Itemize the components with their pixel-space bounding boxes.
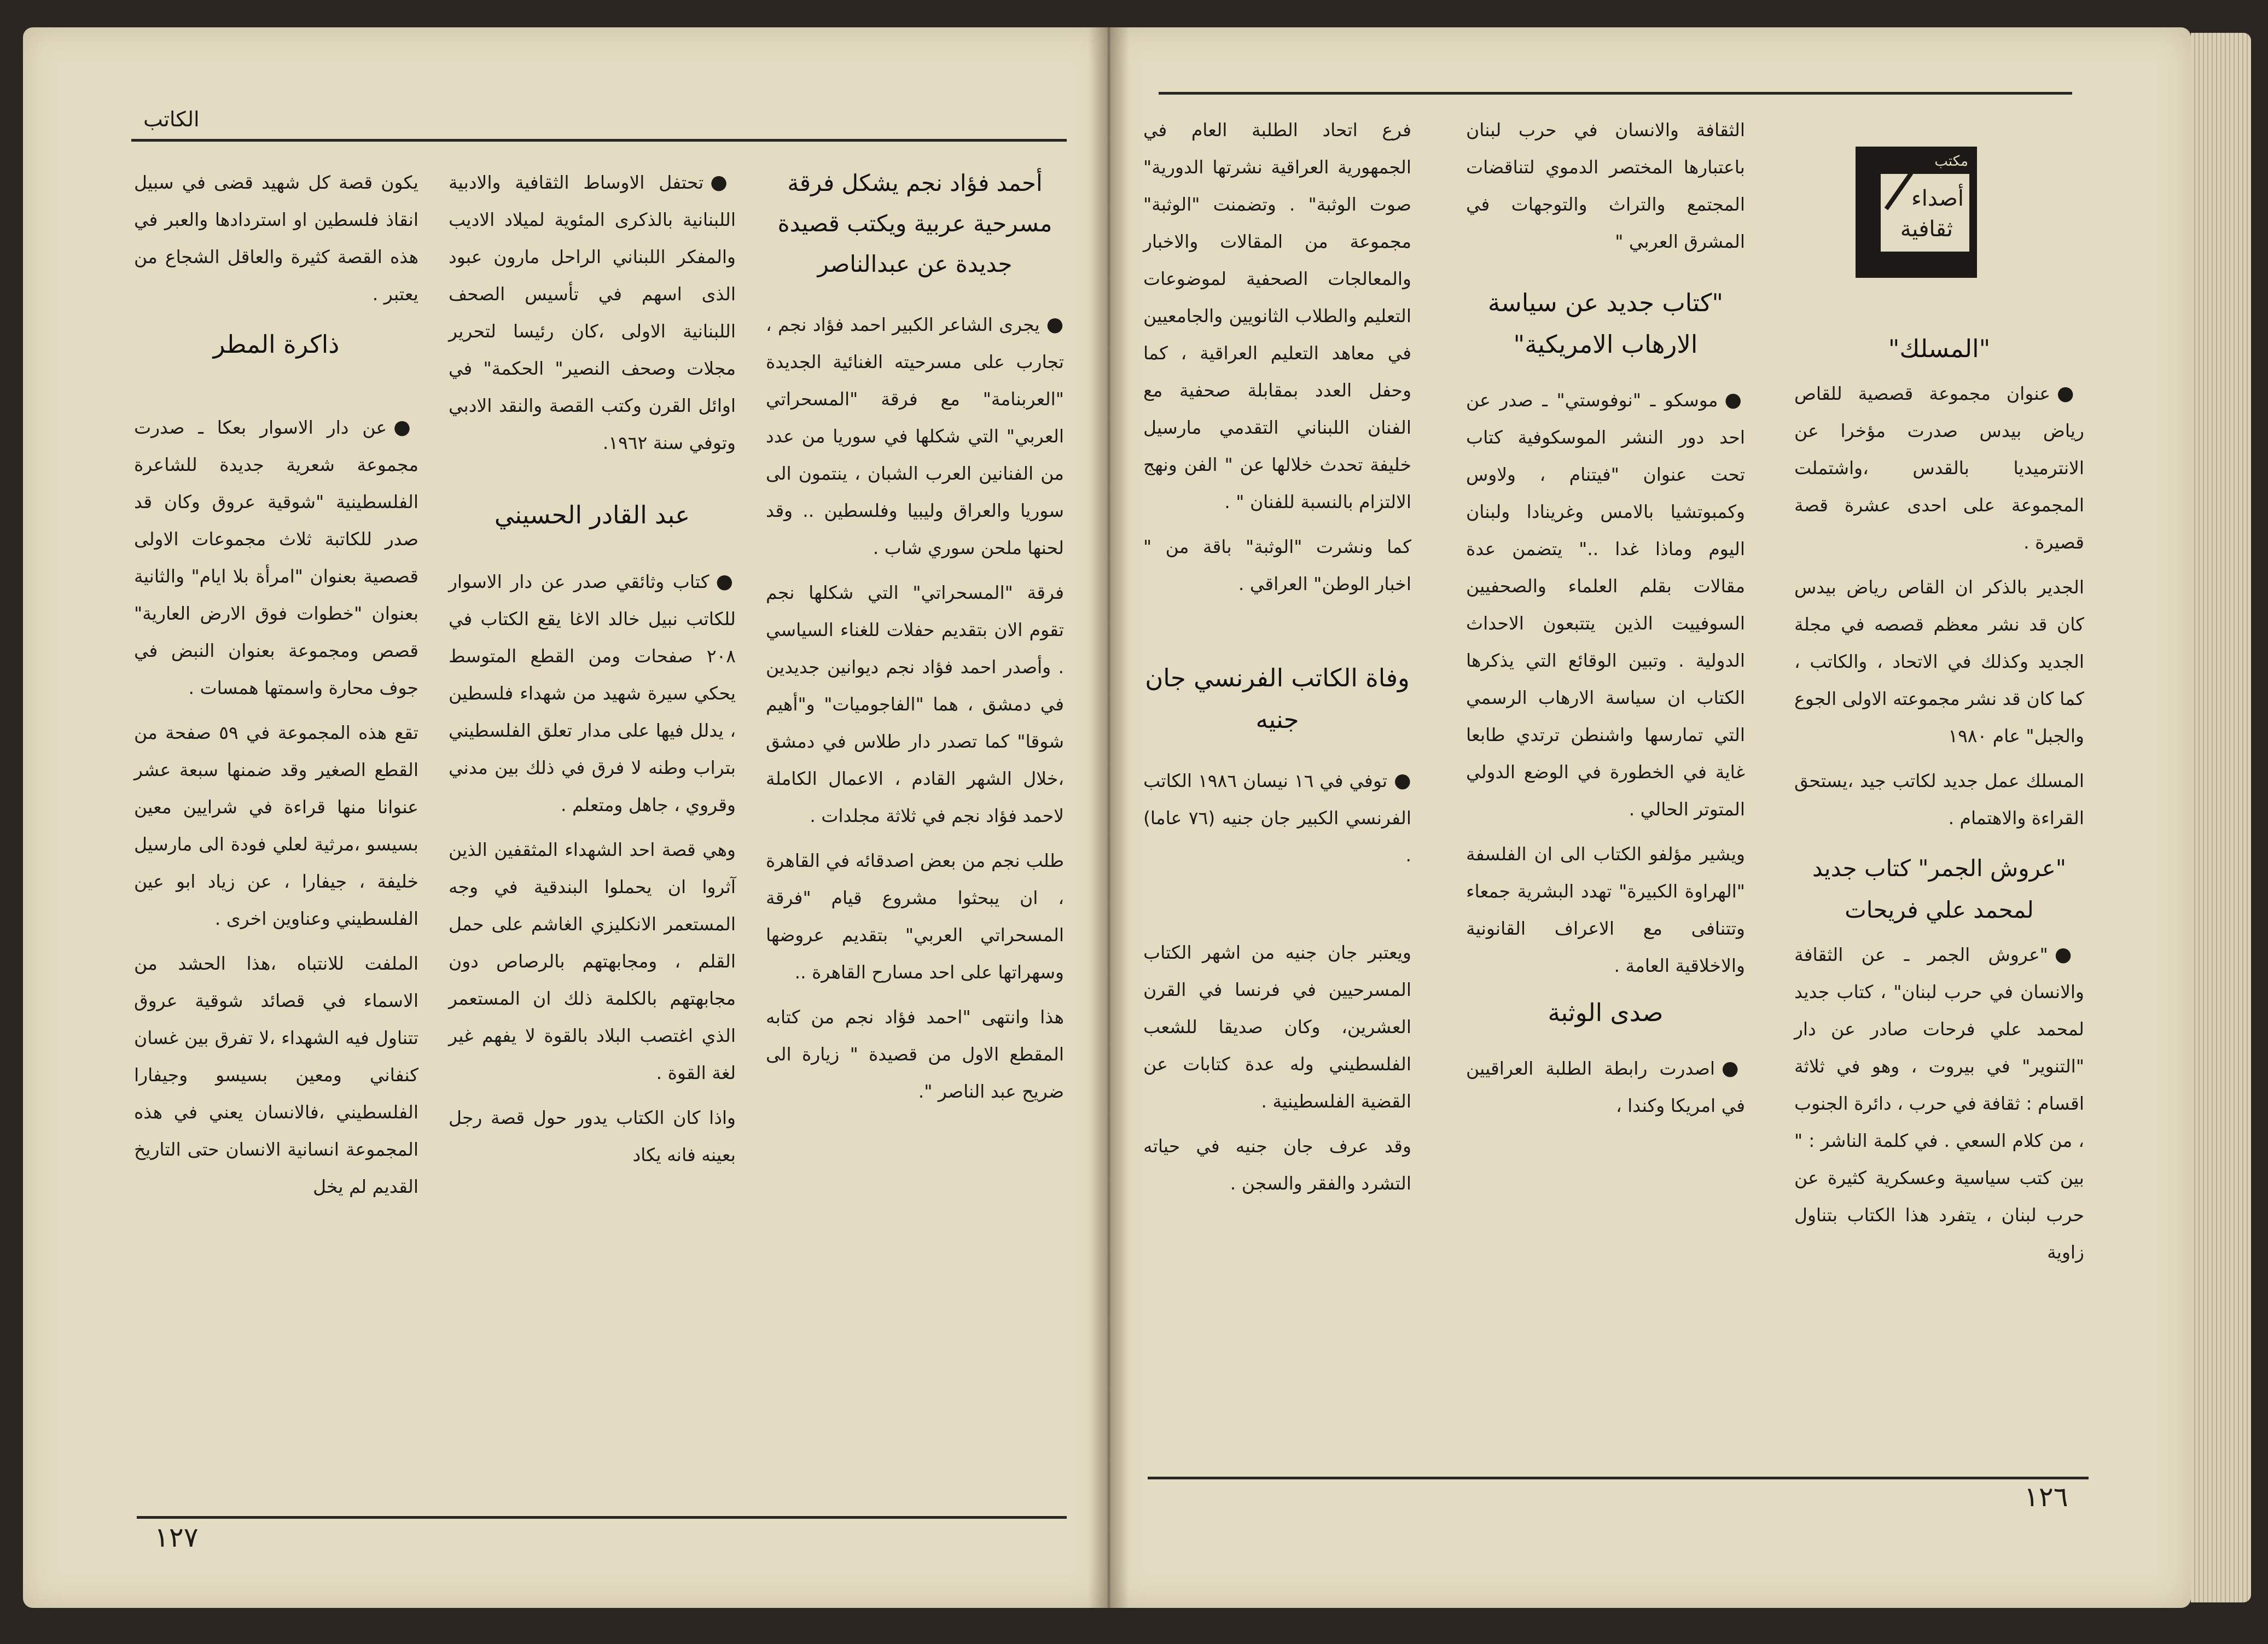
paragraph: ● موسكو ـ "نوفوستي" ـ صدر عن احد دور النشر الموسكوفية كتاب تحت عنوان "فيتنام ، ولاوس وكمبوتشيا بالامس وغرينادا ولبنان اليوم وماذا غدا .." يتضمن عدة مقالات بقلم العلماء والصحفيين السوفييت الذين يتتبعون الاحداث الدولية . وتبين الوقائع التي يذكرها الكتاب ان سياسة الارهاب الرسمي التي تمارسها واشنطن ترتدي طابعا غاية في الخطورة في الوضع الدولي المتوتر الحالي .: [1466, 382, 1745, 828]
article-rain-memory: [134, 164, 418, 1213]
footer-rule-right: [1148, 1477, 2089, 1479]
paragraph: يكون قصة كل شهيد قضى في سبيل انقاذ فلسطين او استردادها والعبر في هذه القصة كثيرة والعاقل الشجاع من يعتبر .: [134, 172, 418, 305]
magazine-title: الكاتب: [143, 107, 200, 131]
paragraph: وقد عرف جان جنيه في حياته التشرد والفقر والسجن .: [1143, 1135, 1411, 1194]
paragraph: ● اصدرت رابطة الطلبة العراقيين في امريكا وكندا ،: [1466, 1050, 1745, 1124]
paragraph: وهي قصة احد الشهداء المثقفين الذين آثروا ان يحملوا البندقية في وجه المستعمر الانكليزي الغاشم على حمل القلم ، ومجابهتهم بالرصاص دون مجابهتهم بالكلمة ذلك ان المستعمر الذي اغتصب البلاد بالقوة لا يفهم غير لغة القوة .: [449, 839, 736, 1083]
logo-line2: ثقافية: [1900, 217, 1953, 242]
paragraph: طلب نجم من بعض اصدقائه في القاهرة ، ان يبحثوا مشروع قيام "فرقة المسحراتي العربي" بتقديم عروضها وسهراتها على احد مسارح القاهرة ..: [766, 850, 1064, 983]
paragraph: واذا كان الكتاب يدور حول قصة رجل بعينه فانه يكاد: [449, 1107, 736, 1165]
paragraph: الجدير بالذكر ان القاص رياض بيدس كان قد نشر معظم قصصه في مجلة الجديد وكذلك في الاتحاد ، والكاتب ، كما كان قد نشر مجموعته الاولى الجوع والجبل" عام ١٩٨٠: [1794, 576, 2084, 747]
paragraph: الثقافة والانسان في حرب لبنان باعتبارها المختصر الدموي لتناقضات المجتمع والتراث والتوجهات في المشرق العربي ": [1466, 119, 1745, 252]
paragraph: ● توفي في ١٦ نيسان ١٩٨٦ الكاتب الفرنسي الكبير جان جنيه (٧٦ عاما) .: [1143, 762, 1411, 874]
article-maroun-abboud: [449, 164, 736, 1181]
article-american-terror: [1466, 112, 1745, 1132]
paragraph: ● كتاب وثائقي صدر عن دار الاسوار للكاتب نبيل خالد الاغا يقع الكتاب في ٢٠٨ صفحات ومن القطع المتوسط يحكي سيرة شهيد من شهداء فلسطين ، يدلل فيها على مدار تعلق الفلسطيني بتراب وطنه لا فرق في ذلك بين مدني وقروي ، جاهل ومتعلم .: [449, 563, 736, 824]
headline-sada-alwathba: صدى الوثبة: [1548, 998, 1664, 1027]
paragraph: ● "عروش الجمر ـ عن الثقافة والانسان في حرب لبنان" ، كتاب جديد لمحمد علي فرحات صادر عن دار "التنوير" في بيروت ، وهو في ثلاثة اقسام : ثقافة في حرب ، دائرة الجنوب ، من كلام السعي . في كلمة الناشر : " بين كتب سياسية وعسكرية كثيرة عن حرب لبنان ، يتفرد هذا الكتاب بتناول زاوية: [1794, 936, 2084, 1271]
article-ahmed-fouad-negm: [766, 153, 1064, 1118]
paragraph: فرع اتحاد الطلبة العام في الجمهورية العراقية نشرتها الدورية" صوت الوثبة" . وتضمنت "الوثبة" مجموعة من المقالات والاخبار والمعالجات الصحفية لموضوعات التعليم والطلاب الثانويين والجامعيين في معاهد التعليم العراقية ، كما وحفل العدد بمقابلة صحفية مع الفنان اللبناني التقدمي مارسيل خليفة تحدث خلالها عن " الفن ونهج الالتزام بالنسبة للفنان " .: [1143, 119, 1411, 512]
footer-rule: [137, 1516, 1067, 1519]
header-rule-right: [1159, 92, 2072, 95]
headline-rain-memory: ذاكرة المطر: [213, 330, 340, 359]
paragraph: ● تحتفل الاوساط الثقافية والادبية اللبنانية بالذكرى المئوية لميلاد الاديب والمفكر اللبناني الراحل مارون عبود الذى اسهم في تأسيس الصحف اللبنانية الاولى ،كان رئيسا لتحرير مجلات وصحف النصير" الحكمة" في اوائل القرن وكتب القصة والنقد الادبي وتوفي سنة ١٩٦٢.: [449, 164, 736, 462]
headline-american-terror: "كتاب جديد عن سياسة الارهاب الامريكية": [1487, 288, 1724, 359]
paragraph: الملفت للانتباه ،هذا الحشد من الاسماء في قصائد شوقية عروق تتناول فيه الشهداء ،لا تفرق بين غسان كنفاني ومعين بسيسو وجيفارا الفلسطيني ،فالانسان يعني في هذه المجموعة انسانية الانسان حتى التاريخ القديم لم يخل: [134, 953, 418, 1197]
page-number-right: ١٢٦: [2024, 1481, 2068, 1513]
headline-orouch-aljamr: "عروش الجمر" كتاب جديد لمحمد علي فريحات: [1812, 855, 2067, 923]
paragraph: هذا وانتهى "احمد فؤاد نجم من كتابه المقطع الاول من قصيدة " زيارة الى ضريح عبد الناصر ".: [766, 1006, 1064, 1102]
paragraph: ● عن دار الاسوار بعكا ـ صدرت مجموعة شعرية جديدة للشاعرة الفلسطينية "شوقية عروق وكان قد صدر للكاتبة ثلاث مجموعات الاولى قصصية بعنوان "امرأة بلا ايام" والثانية بعنوان "خطوات فوق الارض العارية" قصص ومجموعة بعنوان النبض في جوف محارة واسمتها همسات .: [134, 409, 418, 707]
logo-line1: أصداء: [1911, 186, 1964, 211]
paragraph: ويشير مؤلفو الكتاب الى ان الفلسفة "الهراوة الكبيرة" تهدد البشرية جمعاء وتتنافى مع الاعراف القانونية والاخلاقية العامة .: [1466, 843, 1745, 976]
headline-jean-genet: وفاة الكاتب الفرنسي جان جنيه: [1145, 663, 1410, 734]
pen-icon: [1885, 172, 1913, 210]
article-jean-genet: [1143, 112, 1411, 1210]
page-edges: [2191, 33, 2251, 1602]
article-almaslak: [1794, 328, 2084, 1279]
headline-almaslak: "المسلك": [1888, 334, 1991, 363]
headline-abdulqader-husseini: عبد القادر الحسيني: [494, 500, 690, 529]
logo-inner-box: [1879, 172, 1972, 254]
cultural-echoes-logo: [1856, 147, 1977, 278]
paragraph: ● يجرى الشاعر الكبير احمد فؤاد نجم ، تجارب على مسرحيته الغنائية الجديدة "العربنامة" مع فرقة "المسحراتي العربي" التي شكلها في سوريا من عدد من الفنانين العرب الشبان ، ينتمون الى سوريا والعراق وليبيا وفلسطين .. وقد لحنها ملحن سوري شاب .: [766, 306, 1064, 567]
paragraph: ويعتبر جان جنيه من اشهر الكتاب المسرحيين في فرنسا في القرن العشرين، وكان صديقا للشعب الفلسطيني وله عدة كتابات عن القضية الفلسطينية .: [1143, 942, 1411, 1112]
paragraph: فرقة "المسحراتي" التي شكلها نجم تقوم الان بتقديم حفلات للغناء السياسي . وأصدر احمد فؤاد نجم ديوانين جديدين في دمشق ، هما "الفاجوميات" و"أهيم شوقا" كما تصدر دار طلاس في دمشق ،خلال الشهر القادم ، الاعمال الكاملة لاحمد فؤاد نجم في ثلاثة مجلدات .: [766, 582, 1064, 826]
paragraph: المسلك عمل جديد لكاتب جيد ،يستحق القراءة والاهتمام .: [1794, 770, 2084, 829]
paragraph: ● عنوان مجموعة قصصية للقاص رياض بيدس صدرت مؤخرا عن الانترميديا بالقدس ،واشتملت المجموعة على احدى عشرة قصة قصيرة .: [1794, 375, 2084, 561]
header-rule: [131, 139, 1067, 142]
page-number-left: ١٢٧: [154, 1521, 199, 1553]
paragraph: كما ونشرت "الوثبة" باقة من " اخبار الوطن" العراقي .: [1143, 536, 1411, 594]
logo-office-label: مكتب: [1934, 153, 1968, 170]
headline-negm: أحمد فؤاد نجم يشكل فرقة مسرحية عربية ويكتب قصيدة جديدة عن عبدالناصر: [777, 170, 1052, 277]
paragraph: تقع هذه المجموعة في ٥٩ صفحة من القطع الصغير وقد ضمنها سبعة عشر عنوانا منها قراءة في شرايين معين بسيسو ،مرثية لعلي فودة الى مارسيل خليفة ، جيفارا ، عن زياد ابو عين الفلسطيني وعناوين اخرى .: [134, 722, 418, 929]
